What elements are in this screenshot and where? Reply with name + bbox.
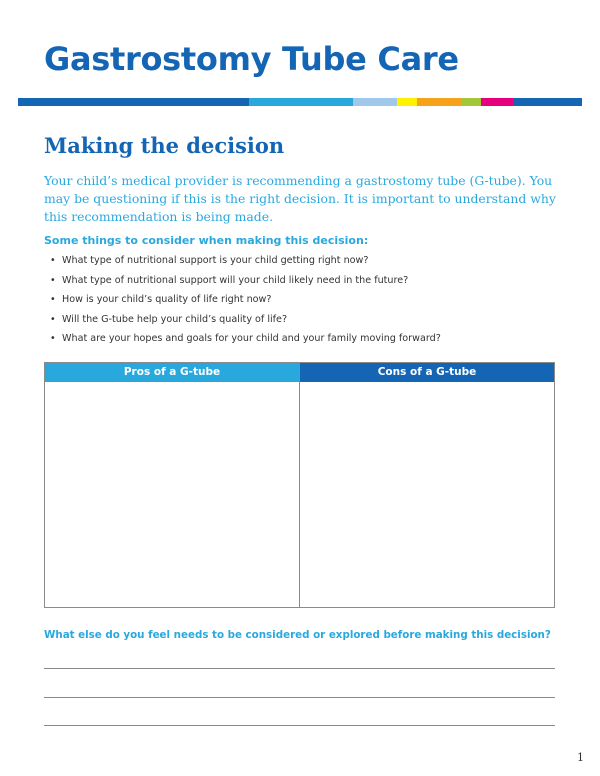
answer-line[interactable] <box>44 725 555 726</box>
list-item-text: Will the G-tube help your child’s quality of life? <box>62 313 288 325</box>
considerations-list <box>50 254 570 352</box>
document-title: Gastrostomy Tube Care <box>44 40 459 78</box>
color-stripe-segment <box>481 98 513 106</box>
color-stripe-segment <box>249 98 353 106</box>
pros-writing-area[interactable] <box>45 382 299 607</box>
list-item-text: What are your hopes and goals for your child and your family moving forward? <box>62 333 441 344</box>
bullet-icon: • <box>50 255 56 266</box>
considerations-heading: Some things to consider when making this decision: <box>44 234 369 247</box>
list-item <box>50 332 570 352</box>
bullet-icon: • <box>50 274 56 286</box>
color-stripe-segment <box>18 98 249 106</box>
pros-header: Pros of a G-tube <box>45 363 299 382</box>
answer-line[interactable] <box>44 697 555 698</box>
bullet-icon: • <box>50 294 56 305</box>
cons-column <box>299 363 554 607</box>
list-item <box>50 293 570 313</box>
bullet-icon: • <box>50 333 56 344</box>
color-stripe-segment <box>353 98 397 106</box>
color-stripe-segment <box>513 98 582 106</box>
list-item-text: How is your child’s quality of life right now? <box>62 294 272 305</box>
color-stripe-segment <box>417 98 461 106</box>
page-number: 1 <box>577 751 584 764</box>
list-item-text: What type of nutritional support is your child getting right now? <box>62 255 369 266</box>
color-stripe-segment <box>461 98 481 106</box>
color-stripe-segment <box>397 98 417 106</box>
section-title: Making the decision <box>44 133 285 158</box>
cons-writing-area[interactable] <box>300 382 554 607</box>
intro-paragraph: Your child’s medical provider is recommending a gastrostomy tube (G-tube). You may be questioning if this is the right decision. It is important to understand why this recommendation is being made. <box>44 173 556 224</box>
follow-up-question: What else do you feel needs to be considered or explored before making this decision? <box>44 629 551 641</box>
color-stripe-bar <box>18 98 582 106</box>
answer-line[interactable] <box>44 668 555 669</box>
list-item <box>50 313 570 333</box>
pros-column <box>45 363 299 607</box>
cons-header: Cons of a G-tube <box>300 363 554 382</box>
bullet-icon: • <box>50 313 56 325</box>
list-item <box>50 274 570 294</box>
list-item <box>50 254 570 274</box>
list-item-text: What type of nutritional support will your child likely need in the future? <box>62 274 409 286</box>
pros-cons-table <box>44 362 555 608</box>
